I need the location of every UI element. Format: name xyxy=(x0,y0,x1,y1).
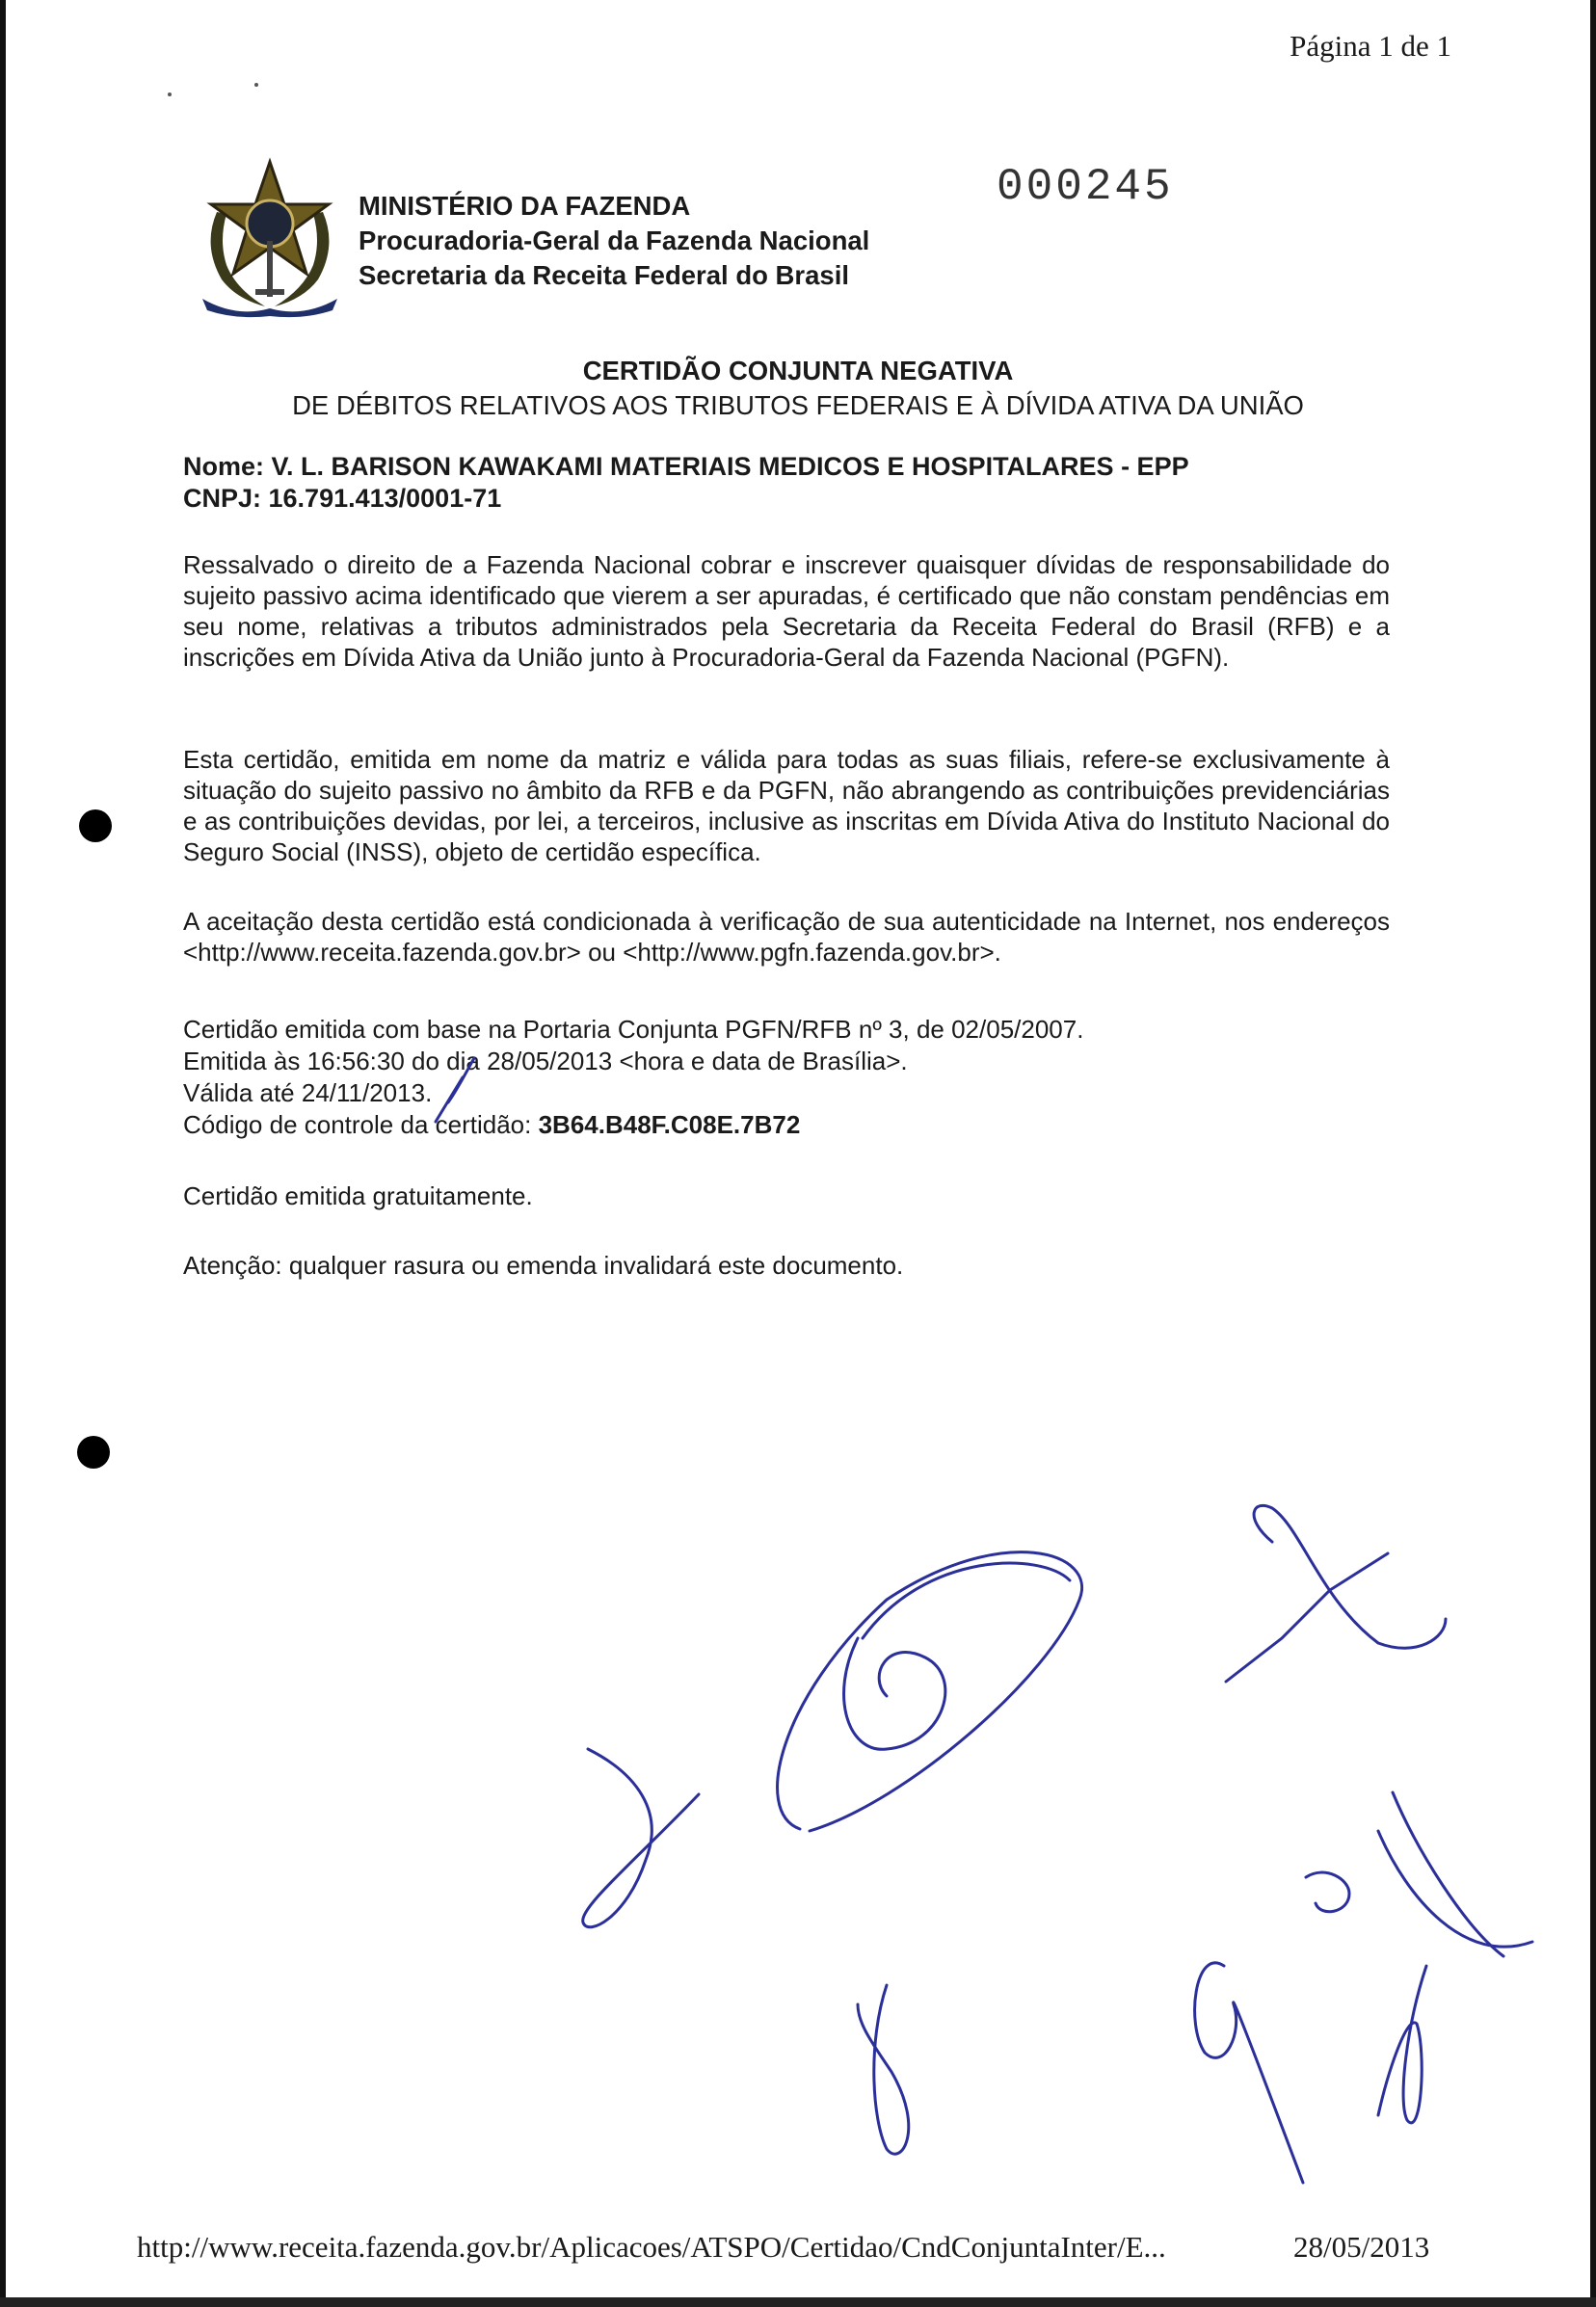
ink-initial-x xyxy=(1226,1553,1388,1682)
taxpayer-name: Nome: V. L. BARISON KAWAKAMI MATERIAIS MEDICOS E HOSPITALARES - EPP xyxy=(183,452,1189,481)
ink-loop-stroke xyxy=(778,1552,1082,1831)
ink-initial-8 xyxy=(858,1985,909,2154)
ink-slash-strokes xyxy=(1378,1831,1532,1947)
free-issue-note: Certidão emitida gratuitamente. xyxy=(183,1181,533,1210)
paragraph-certification: Ressalvado o direito de a Fazenda Nacional cobrar e inscrever quaisquer dívidas de responsabilidade do sujeito passivo acima identificado que vierem a ser apuradas, é certificado que não constam pendências em seu nome, relativas a tributos administrados pela Secretaria da Receita Federal do Brasil (RFB) e a inscrições em Dívida Ativa da União junto à Procuradoria-Geral da Fazenda Nacional (PGFN). xyxy=(183,550,1390,672)
portaria-line: Certidão emitida com base na Portaria Conjunta PGFN/RFB nº 3, de 02/05/2007. xyxy=(183,1015,1084,1044)
ink-small-marks xyxy=(1306,1872,1349,1912)
taxpayer-cnpj: CNPJ: 16.791.413/0001-71 xyxy=(183,484,502,513)
valid-until-line: Válida até 24/11/2013. xyxy=(183,1078,433,1107)
page-number: Página 1 de 1 xyxy=(1290,29,1451,63)
control-code-value: 3B64.B48F.C08E.7B72 xyxy=(538,1110,801,1139)
ink-initial-9 xyxy=(1195,1963,1303,2183)
stamped-page-number: 000245 xyxy=(997,162,1174,212)
ministry-name: MINISTÉRIO DA FAZENDA xyxy=(359,191,691,221)
issued-line: Emitida às 16:56:30 do dia 28/05/2013 <hora e data de Brasília>. xyxy=(183,1047,908,1075)
footer-url: http://www.receita.fazenda.gov.br/Aplicacoes/ATSPO/Certidao/CndConjuntaInter/E... xyxy=(137,2230,1166,2264)
control-code-label: Código de controle da certidão: xyxy=(183,1110,539,1139)
title-line-2: DE DÉBITOS RELATIVOS AOS TRIBUTOS FEDERAIS E À DÍVIDA ATIVA DA UNIÃO xyxy=(292,390,1304,420)
ink-curve xyxy=(583,1749,699,1927)
paragraph-scope: Esta certidão, emitida em nome da matriz e válida para todas as suas filiais, refere-se exclusivamente à situação do sujeito passivo no âmbito da RFB e da PGFN, não abrangendo as contribuições previdenciárias e as contribuições devidas, por lei, a terceiros, inclusive as inscritas em Dívida Ativa do Instituto Nacional do Seguro Social (INSS), objeto de certidão específica. xyxy=(183,745,1390,866)
footer-date: 28/05/2013 xyxy=(1293,2230,1430,2264)
ink-b-shape xyxy=(844,1638,945,1749)
title-line-1: CERTIDÃO CONJUNTA NEGATIVA xyxy=(582,356,1014,385)
paragraph-authenticity: A aceitação desta certidão está condicionada à verificação de sua autenticidade na Internet, nos endereços <http://www.receita.fazenda.gov.br> ou <http://www.pgfn.fazenda.gov.br>. xyxy=(183,907,1390,967)
tamper-warning: Atenção: qualquer rasura ou emenda invalidará este documento. xyxy=(183,1251,904,1280)
ink-loop-stroke xyxy=(863,1563,1070,1638)
procuradoria-name: Procuradoria-Geral da Fazenda Nacional xyxy=(359,225,870,255)
ink-signature-f xyxy=(1378,1966,1426,2123)
ink-slash-strokes xyxy=(1393,1792,1503,1956)
ink-strikethrough xyxy=(448,1058,474,1102)
secretaria-name: Secretaria da Receita Federal do Brasil xyxy=(359,260,849,290)
